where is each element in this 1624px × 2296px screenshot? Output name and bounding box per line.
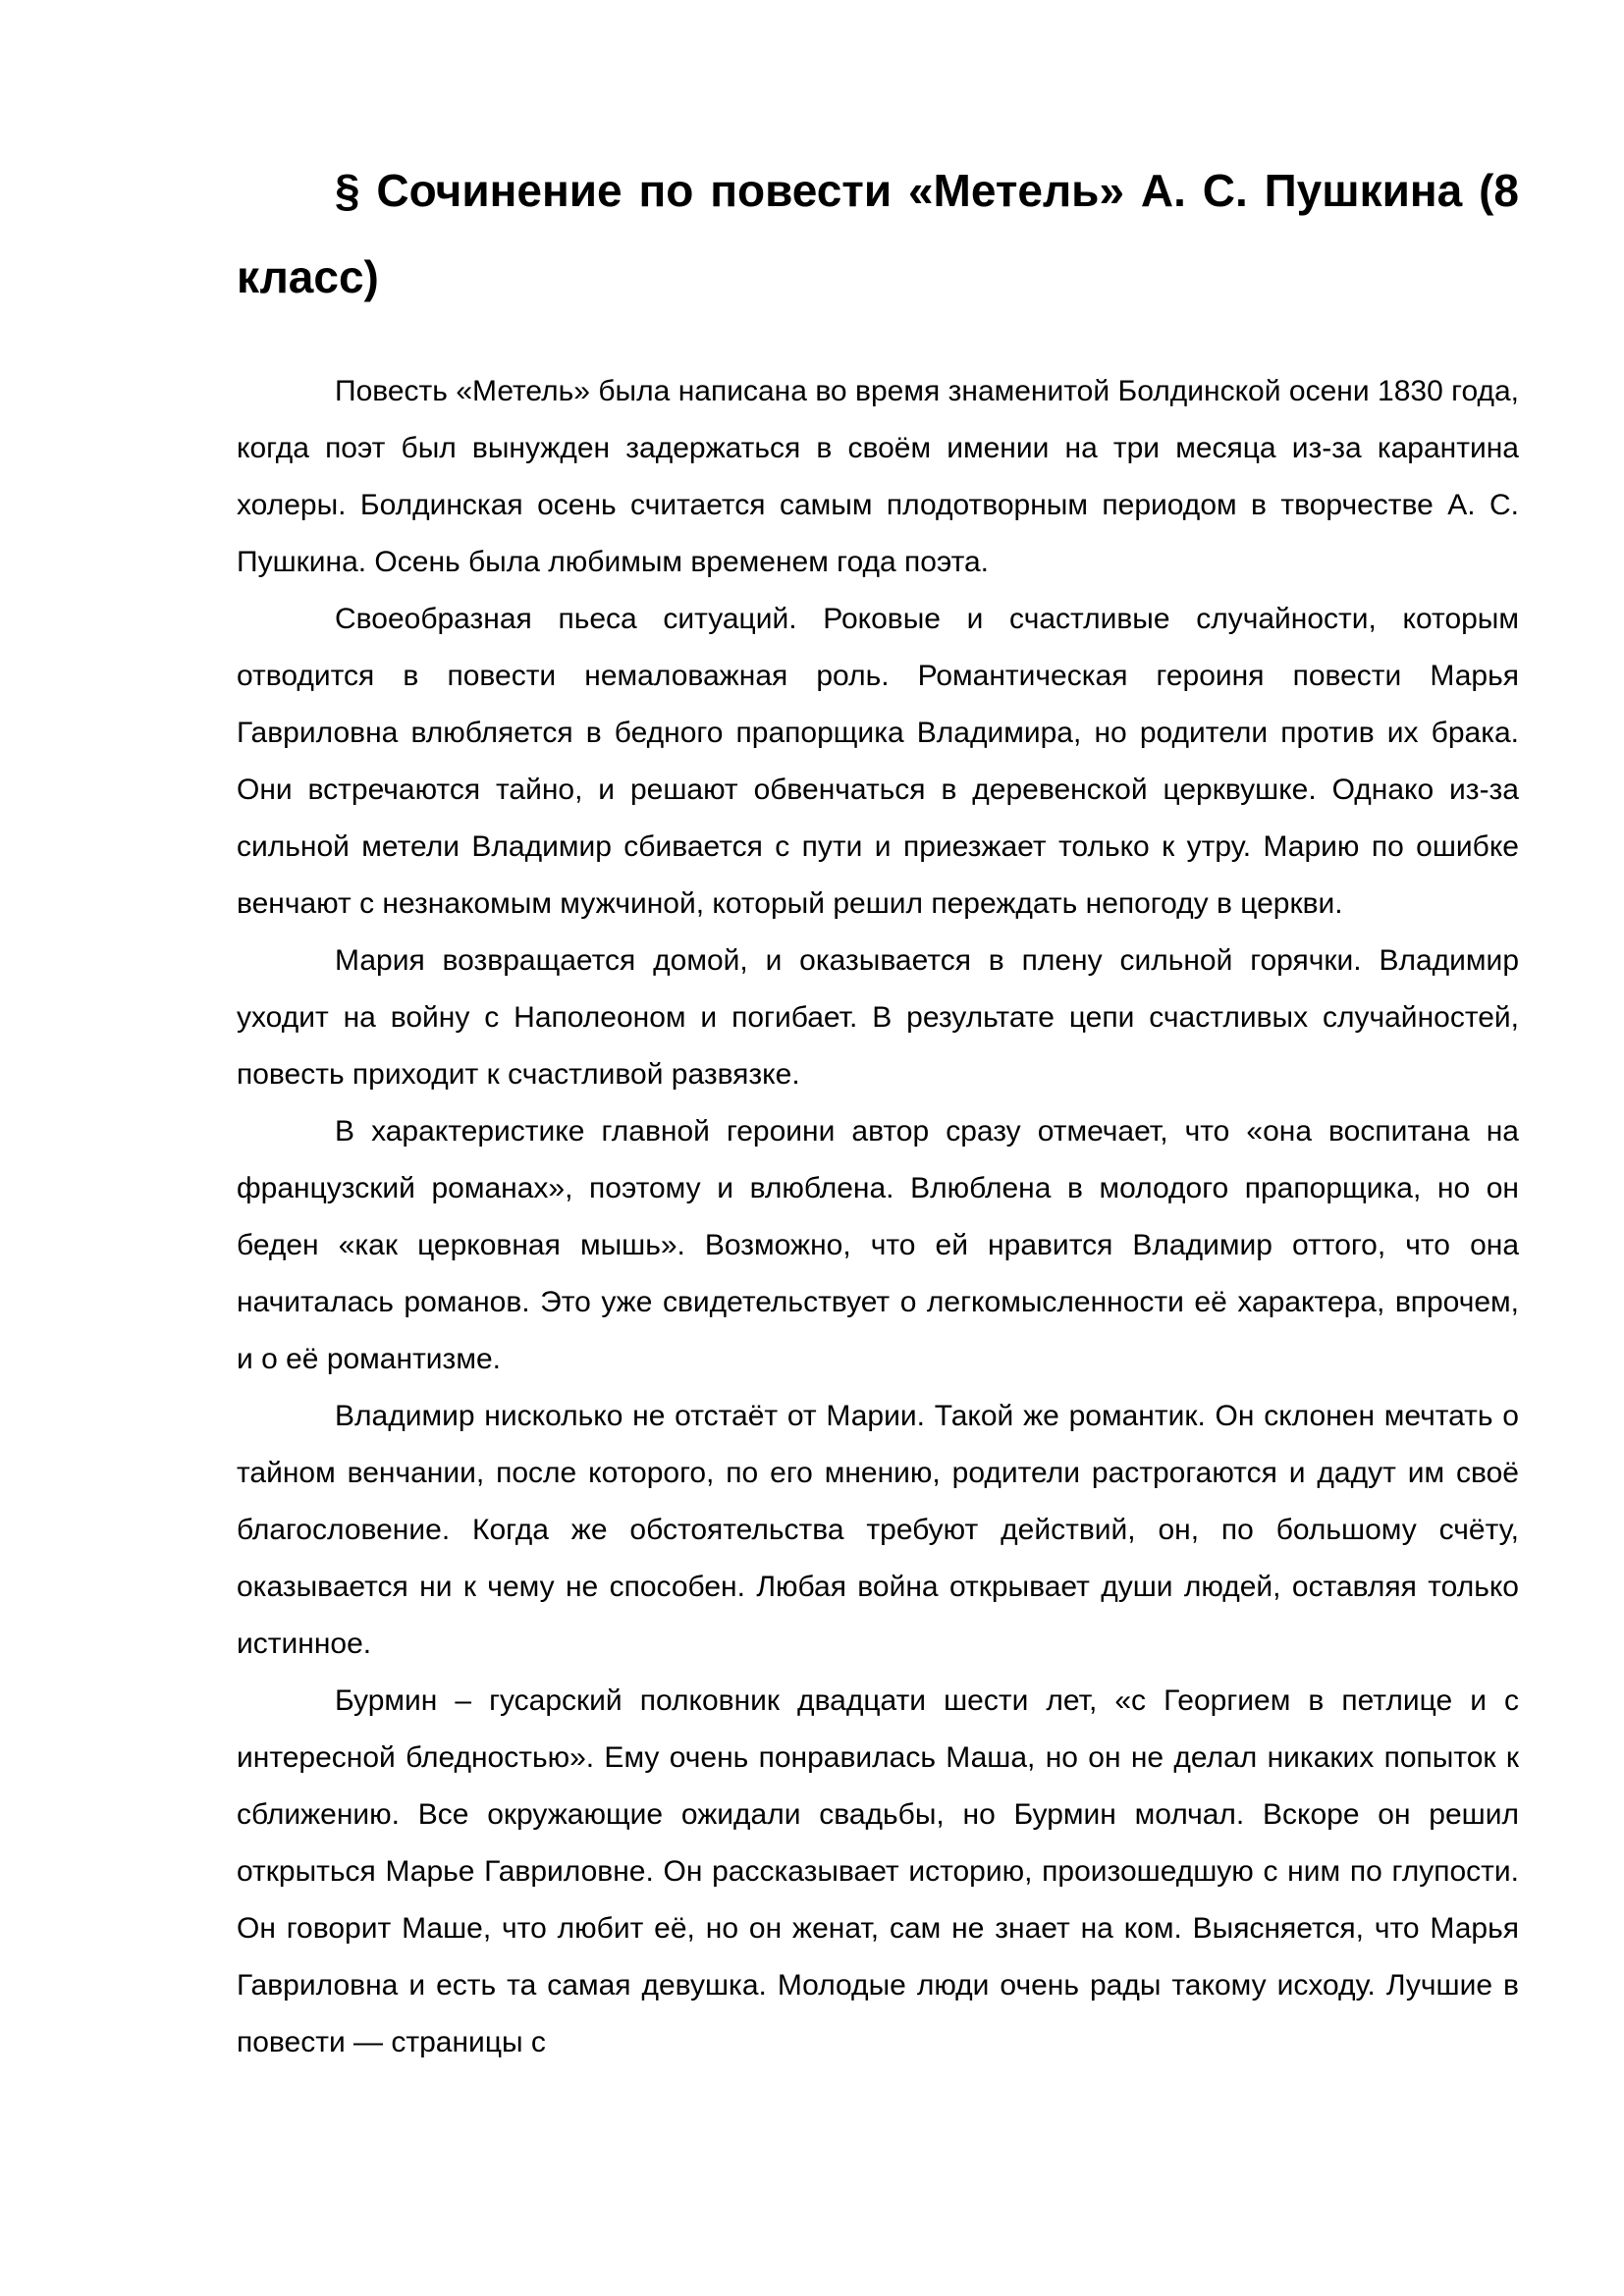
paragraph: Владимир нисколько не отстаёт от Марии. Такой же романтик. Он склонен мечтать о тайном венчании, после которого, по его мнению, родители растрогаются и дадут им своё благословение. Когда же обстоятельства требуют действий, он, по большому счёту, оказывается ни к чему не способен. Любая война открывает души людей, оставляя только истинное.: [237, 1400, 1519, 1660]
paragraph: В характеристике главной героини автор сразу отмечает, что «она воспитана на французский романах», поэтому и влюблена. Влюблена в молодого прапорщика, но он беден «как церковная мышь». Возможно, что ей нравится Владимир оттого, что она начиталась романов. Это уже свидетельствует о легкомысленности её характера, впрочем, и о её романтизме.: [237, 1115, 1519, 1375]
paragraph: Бурмин – гусарский полковник двадцати шести лет, «с Георгием в петлице и с интересной бледностью». Ему очень понравилась Маша, но он не делал никаких попыток к сближению. Все окружающие ожидали свадьбы, но Бурмин молчал. Вскоре он решил открыться Марье Гавриловне. Он рассказывает историю, произошедшую с ним по глупости. Он говорит Маше, что любит её, но он женат, сам не знает на ком. Выясняется, что Марья Гавриловна и есть та самая девушка. Молодые люди очень рады такому исходу. Лучшие в повести — страницы с: [237, 1684, 1519, 2058]
paragraph: Повесть «Метель» была написана во время знаменитой Болдинской осени 1830 года, когда поэт был вынужден задержаться в своём имении на три месяца из-за карантина холеры. Болдинская осень считается самым плодотворным периодом в творчестве А. С. Пушкина. Осень была любимым временем года поэта.: [237, 375, 1519, 578]
document-body: [237, 363, 1519, 2071]
document-page: [237, 147, 1519, 2071]
paragraph: Мария возвращается домой, и оказывается в плену сильной горячки. Владимир уходит на войну с Наполеоном и погибает. В результате цепи счастливых случайностей, повесть приходит к счастливой развязке.: [237, 944, 1519, 1091]
document-title: § Сочинение по повести «Метель» А. С. Пушкина (8 класс): [237, 165, 1519, 302]
paragraph: Своеобразная пьеса ситуаций. Роковые и счастливые случайности, которым отводится в повести немаловажная роль. Романтическая героиня повести Марья Гавриловна влюбляется в бедного прапорщика Владимира, но родители против их брака. Они встречаются тайно, и решают обвенчаться в деревенской церквушке. Однако из-за сильной метели Владимир сбивается с пути и приезжает только к утру. Марию по ошибке венчают с незнакомым мужчиной, который решил переждать непогоду в церкви.: [237, 603, 1519, 920]
